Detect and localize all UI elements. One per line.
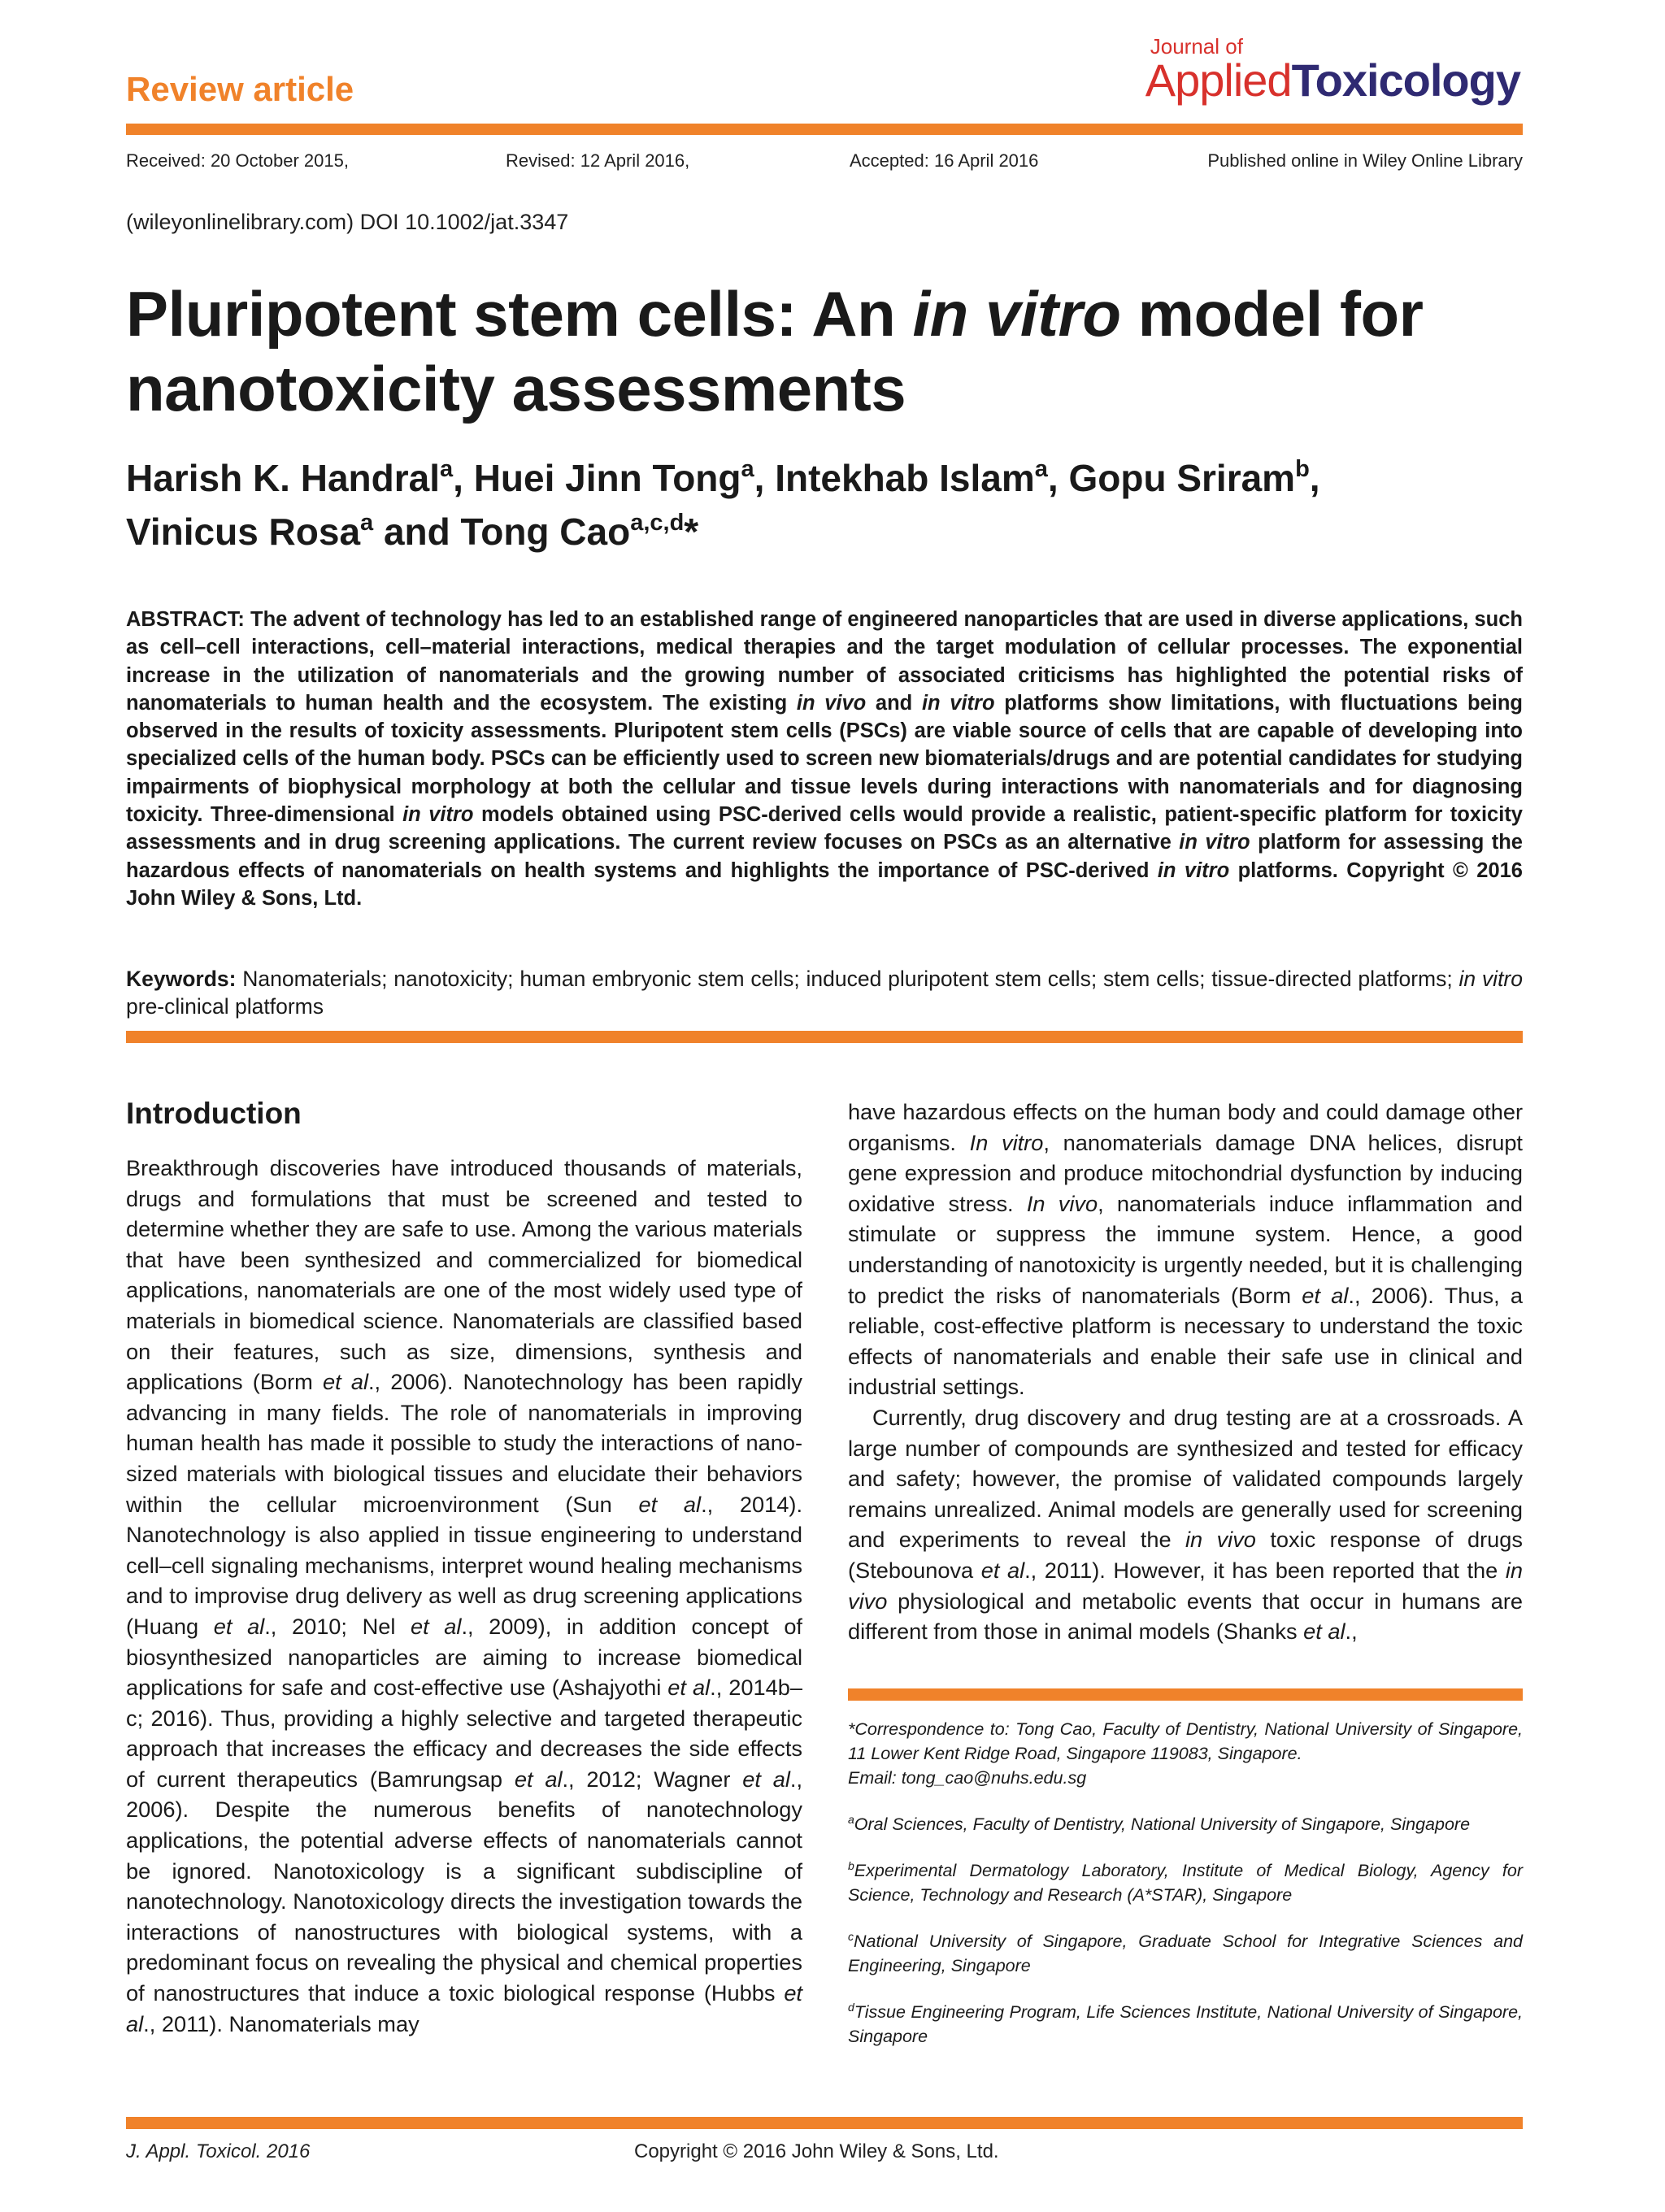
intro-right-run: ., bbox=[1345, 1619, 1358, 1645]
intro-paragraph-2 bbox=[848, 1097, 1523, 1402]
intro-left-run: et al bbox=[126, 1980, 802, 2036]
keywords-label: Keywords: bbox=[126, 967, 237, 991]
author-affiliation-mark: b bbox=[1295, 456, 1310, 482]
intro-paragraph-3 bbox=[848, 1402, 1523, 1647]
author-separator: , bbox=[453, 457, 474, 499]
affiliation-text: Experimental Dermatology Laboratory, Institute of Medical Biology, Agency for Science, Technology and Research (A*STAR), Singapore bbox=[848, 1861, 1523, 1905]
abstract-run: platform for assessing the hazardous effects of nanomaterials on health systems and highlights the importance of PSC-derived bbox=[126, 831, 1523, 882]
intro-left-run: ., 2012; Wagner bbox=[562, 1766, 743, 1792]
intro-right-run: ., 2011). However, it has been reported that the bbox=[1024, 1557, 1506, 1583]
abstract bbox=[126, 606, 1523, 912]
intro-right-run: physiological and metabolic events that occur in humans are different from those in animal models (Shanks bbox=[848, 1588, 1523, 1645]
intro-right-run: in vivo bbox=[1185, 1527, 1256, 1553]
author-name: Harish K. Handral bbox=[126, 457, 440, 499]
abstract-run: platforms show limitations, with fluctuations being observed in the results of toxicity assessments. Pluripotent stem cells (PSCs) are viable source of cells that are capable of developing into specialized cells of the human body. PSCs can be efficiently used to screen new biomaterials/drugs and are potential candidates for studying impairments of biophysical morphology at both the cellular and tissue levels during interactions with nanomaterials and for diagnosing toxicity. Three-dimensional bbox=[126, 691, 1523, 827]
abstract-rule bbox=[126, 1031, 1523, 1043]
correspondence-text: *Correspondence to: Tong Cao, Faculty of Dentistry, National University of Singapore, 11 Lower Kent Ridge Road, Singapore 119083, Singapore. bbox=[848, 1719, 1523, 1763]
intro-left-run: et al bbox=[322, 1369, 368, 1395]
author-name: Intekhab Islam bbox=[775, 457, 1035, 499]
intro-left-run: et al bbox=[742, 1766, 790, 1792]
intro-left-run: ., 2006). Nanotechnology has been rapidly advancing in many fields. The role of nanomaterials in improving human health has made it possible to study the interactions of nano-sized materials with biological tissues and elucidate their behaviors within the cellular microenvironment (Sun bbox=[126, 1369, 803, 1517]
correspondence-note bbox=[848, 1717, 1523, 1790]
intro-left-run: et al bbox=[411, 1613, 462, 1639]
published-online: Published online in Wiley Online Library bbox=[1207, 150, 1523, 171]
author-affiliation-mark: a bbox=[360, 510, 374, 536]
doi-line: (wileyonlinelibrary.com) DOI 10.1002/jat.3347 bbox=[126, 210, 569, 234]
author-affiliation-mark: a bbox=[1034, 456, 1048, 482]
intro-left-run: ., 2014). Nanotechnology is also applied in tissue engineering to understand cell–cell signaling mechanisms, interpret wound healing mechanisms and to improvise drug delivery as well as drug screening applications (Huang bbox=[126, 1491, 803, 1639]
author-name: Gopu Sriram bbox=[1068, 457, 1296, 499]
intro-left-run: et al bbox=[667, 1675, 711, 1701]
author-affiliation-mark: a,c,d bbox=[630, 510, 685, 536]
affiliation-mark: a bbox=[848, 1813, 854, 1826]
author-affiliation-mark: a bbox=[741, 456, 754, 482]
abstract-run: in vitro bbox=[1157, 858, 1230, 882]
intro-right-run: In vivo bbox=[1026, 1190, 1098, 1216]
received-date: Received: 20 October 2015, bbox=[126, 150, 349, 171]
author-affiliation-mark: a bbox=[440, 456, 454, 482]
title-part1: Pluripotent stem cells: An bbox=[126, 278, 913, 350]
intro-left-run: et al bbox=[213, 1613, 265, 1639]
intro-left-run: ., 2006). Despite the numerous benefits of nanotechnology applications, the potential adverse effects of nanomaterials cannot be ignored. Nanotoxicology is a significant subdiscipline of nanotechnology. Nanotoxicology directs the investigation towards the interactions of nanostructures with biological systems, with a predominant focus on revealing the physical and chemical properties of nanostructures that induce a toxic biological response (Hubbs bbox=[126, 1766, 803, 2006]
abstract-run: in vivo bbox=[796, 691, 867, 715]
title-part2: model for nanotoxicity assessments bbox=[126, 278, 1424, 424]
footer-rule bbox=[126, 2117, 1523, 2129]
abstract-run: in vitro bbox=[1179, 831, 1250, 854]
intro-right-run: et al bbox=[1302, 1282, 1349, 1308]
intro-left-run: ., 2009), in addition concept of biosynthesized nanoparticles are aiming to increase biomedical applications for safe and cost-effective use (Ashajyothi bbox=[126, 1613, 802, 1701]
publication-dates bbox=[126, 150, 1523, 175]
intro-right-run: , nanomaterials induce inflammation and stimulate or suppress the immune system. Hence, a good understanding of nanotoxicity is urgently needed, but it is challenging to predict the risks of nanomaterials (Borm bbox=[848, 1190, 1523, 1308]
intro-left-run: ., 2010; Nel bbox=[264, 1613, 411, 1639]
affiliation-text: Oral Sciences, Faculty of Dentistry, National University of Singapore, Singapore bbox=[854, 1814, 1471, 1834]
intro-right-run: et al bbox=[1303, 1619, 1345, 1645]
intro-right-run: Currently, drug discovery and drug testing are at a crossroads. A large number of compounds are synthesized and tested for efficacy and safety; however, the promise of validated compounds largely remains unrealized. Animal models are generally used for screening and experiments to reveal the bbox=[848, 1404, 1523, 1553]
author-separator: , bbox=[1047, 457, 1069, 499]
affiliation-mark: d bbox=[848, 2001, 854, 2014]
intro-right-run: , nanomaterials damage DNA helices, disrupt gene expression and produce mitochondrial dysfunction by inducing oxidative stress. bbox=[848, 1129, 1523, 1216]
affiliation-note bbox=[848, 2000, 1523, 2049]
intro-right-run: In vitro bbox=[969, 1129, 1044, 1155]
affiliation-note bbox=[848, 1929, 1523, 1978]
journal-logo-of: Journal of bbox=[1150, 34, 1243, 59]
keywords-run: Nanomaterials; nanotoxicity; human embryonic stem cells; induced pluripotent stem cells; stem cells; tissue-directed platforms; bbox=[236, 967, 1459, 991]
abstract-run: in vitro bbox=[402, 803, 474, 827]
intro-left-run: ., 2011). Nanomaterials may bbox=[143, 2010, 420, 2036]
footnote-rule bbox=[848, 1688, 1523, 1701]
affiliation-list bbox=[848, 1812, 1523, 2049]
footnotes bbox=[848, 1717, 1523, 2071]
author-separator: , bbox=[754, 457, 776, 499]
keywords-body bbox=[126, 967, 1523, 1019]
author-name: Vinicus Rosa bbox=[126, 511, 361, 553]
affiliation-mark: b bbox=[848, 1859, 854, 1872]
left-column bbox=[126, 1094, 802, 2039]
abstract-run: platforms. Copyright © 2016 John Wiley & Sons, Ltd. bbox=[126, 858, 1523, 910]
section-heading-introduction: Introduction bbox=[126, 1097, 302, 1130]
author-name: Tong Cao bbox=[460, 511, 631, 553]
author-list bbox=[126, 451, 1523, 558]
affiliation-mark: c bbox=[848, 1930, 854, 1943]
correspondence-email: Email: tong_cao@nuhs.edu.sg bbox=[848, 1768, 1087, 1788]
keywords-run: pre-clinical platforms bbox=[126, 994, 324, 1019]
author-name: Huei Jinn Tong bbox=[473, 457, 741, 499]
keywords-run: in vitro bbox=[1459, 967, 1523, 991]
intro-right-run: ., 2006). Thus, a reliable, cost-effective platform is necessary to understand the toxic effects of nanomaterials and enable their safe use in clinical and industrial settings. bbox=[848, 1282, 1524, 1400]
intro-paragraph-1 bbox=[126, 1153, 802, 2039]
abstract-run: models obtained using PSC-derived cells would provide a realistic, patient-specific platform for toxicity assessments and in drug screening applications. The current review focuses on PSCs as an alternative bbox=[126, 803, 1523, 854]
author-separator: * bbox=[684, 511, 699, 553]
section-label: Review article bbox=[126, 70, 354, 108]
intro-left-run: et al bbox=[514, 1766, 563, 1792]
footer-journal-year: J. Appl. Toxicol. 2016 bbox=[126, 2140, 311, 2162]
journal-logo bbox=[1146, 36, 1520, 105]
journal-logo-applied: Applied bbox=[1145, 54, 1292, 106]
header-rule bbox=[126, 124, 1523, 135]
author-separator: , bbox=[1309, 457, 1320, 499]
intro-right-run: have hazardous effects on the human body and could damage other organisms. bbox=[848, 1099, 1523, 1155]
intro-right-run: in vivo bbox=[848, 1557, 1524, 1614]
abstract-run: and bbox=[866, 691, 922, 715]
intro-right-run: et al bbox=[980, 1557, 1025, 1583]
revised-date: Revised: 12 April 2016, bbox=[506, 150, 690, 171]
right-column bbox=[848, 1097, 1523, 1647]
affiliation-text: National University of Singapore, Graduate School for Integrative Sciences and Engineering, Singapore bbox=[848, 1932, 1523, 1975]
intro-right-run: toxic response of drugs (Stebounova bbox=[848, 1527, 1523, 1583]
article-title bbox=[126, 276, 1523, 426]
accepted-date: Accepted: 16 April 2016 bbox=[850, 150, 1039, 171]
affiliation-note bbox=[848, 1812, 1523, 1836]
abstract-run: ABSTRACT: The advent of technology has led to an established range of engineered nanoparticles that are used in diverse applications, such as cell–cell interactions, cell–material interactions, medical therapies and the target modulation of cellular processes. The exponential increase in the utilization of nanomaterials and the growing number of associated criticisms has highlighted the potential risks of nanomaterials to human health and the ecosystem. The existing bbox=[126, 608, 1523, 715]
journal-logo-name bbox=[1145, 54, 1520, 106]
intro-left-run: Breakthrough discoveries have introduced thousands of materials, drugs and formulations that must be screened and tested to determine whether they are safe to use. Among the various materials that have been synthesized and commercialized for biomedical applications, nanomaterials are one of the most widely used type of materials in biomedical science. Nanomaterials are classified based on their features, such as size, dimensions, synthesis and applications (Borm bbox=[126, 1155, 802, 1395]
affiliation-text: Tissue Engineering Program, Life Sciences Institute, National University of Singapore, Singapore bbox=[848, 2002, 1523, 2046]
journal-logo-toxicology: Toxicology bbox=[1291, 54, 1520, 106]
author-separator: and bbox=[373, 511, 461, 553]
keywords bbox=[126, 965, 1523, 1020]
intro-left-run: ., 2014b–c; 2016). Thus, providing a highly selective and targeted therapeutic approach that increases the efficacy and decreases the side effects of current therapeutics (Bamrungsap bbox=[126, 1675, 802, 1792]
footer-copyright: Copyright © 2016 John Wiley & Sons, Ltd. bbox=[634, 2140, 999, 2162]
intro-left-run: et al bbox=[638, 1491, 702, 1517]
affiliation-note bbox=[848, 1858, 1523, 1907]
abstract-run: in vitro bbox=[921, 691, 995, 715]
title-italic: in vitro bbox=[912, 278, 1121, 350]
